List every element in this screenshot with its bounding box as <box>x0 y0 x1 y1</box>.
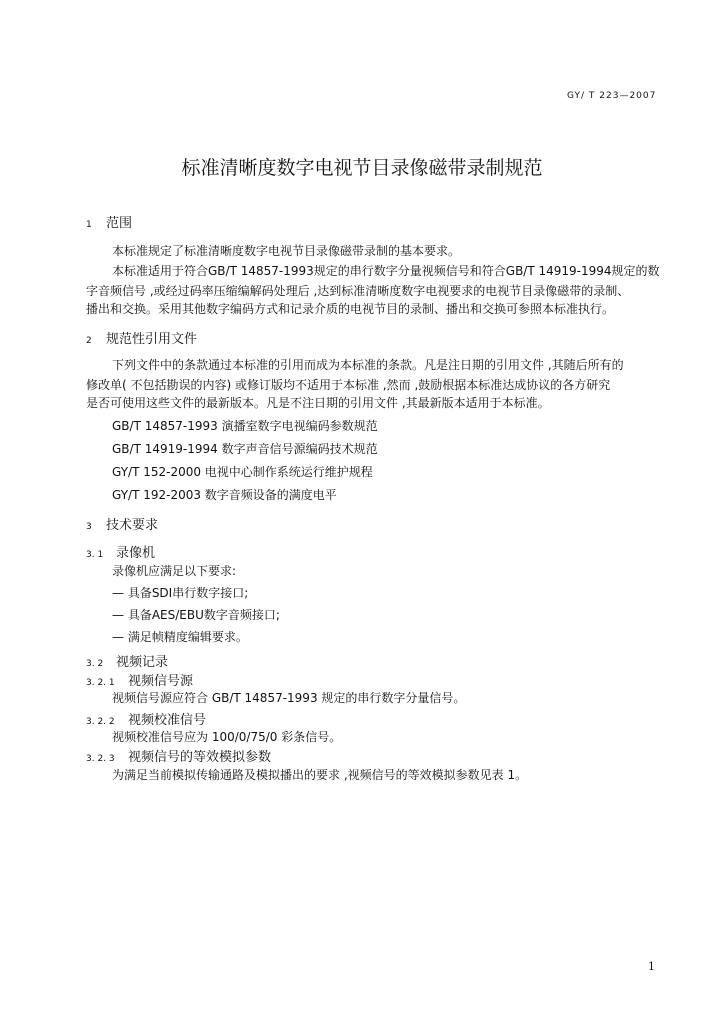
section-number: 2 <box>86 336 92 346</box>
standard-code: GY/ T 223—2007 <box>567 91 657 101</box>
section-3-2-2-heading <box>86 709 206 728</box>
section-2-heading <box>86 328 197 347</box>
section-title: 规范性引用文件 <box>106 332 198 347</box>
section-title: 视频校准信号 <box>128 713 207 728</box>
section-3-1-heading <box>86 542 155 561</box>
paragraph-line: 本标准规定了标准清晰度数字电视节目录像磁带录制的基本要求。 <box>112 244 461 258</box>
reference-item: GY/T 192-2003 数字音频设备的满度电平 <box>112 488 337 502</box>
section-title: 技术要求 <box>106 518 159 533</box>
reference-item: GB/T 14857-1993 演播室数字电视编码参数规范 <box>112 419 378 433</box>
list-item: — 具备SDI串行数字接口; <box>112 586 249 600</box>
section-number: 3. 2. 3 <box>86 754 115 764</box>
paragraph-line: 字音频信号 ,或经过码率压缩编解码处理后 ,达到标准清晰度数字电视要求的电视节目录像磁带的录制、 <box>86 284 630 298</box>
page-number: 1 <box>648 960 655 973</box>
section-3-2-heading <box>86 651 168 670</box>
section-title: 视频记录 <box>116 655 169 670</box>
section-3-2-3-heading <box>86 746 271 765</box>
document-title: 标准清晰度数字电视节目录像磁带录制规范 <box>181 157 543 179</box>
paragraph-line: 是否可使用这些文件的最新版本。凡是不注日期的引用文件 ,其最新版本适用于本标准。 <box>86 396 550 410</box>
section-title: 视频信号源 <box>128 674 194 689</box>
paragraph-line: 录像机应满足以下要求: <box>112 564 237 578</box>
section-3-heading <box>86 514 158 533</box>
paragraph-line: 视频校准信号应为 100/0/75/0 彩条信号。 <box>112 730 342 744</box>
reference-item: GY/T 152-2000 电视中心制作系统运行维护规程 <box>112 465 373 479</box>
reference-item: GB/T 14919-1994 数字声音信号源编码技术规范 <box>112 442 378 456</box>
paragraph-line: 为满足当前模拟传输通路及模拟播出的要求 ,视频信号的等效模拟参数见表 1。 <box>112 768 528 782</box>
list-item: — 具备AES/EBU数字音频接口; <box>112 608 280 622</box>
section-title: 视频信号的等效模拟参数 <box>128 750 272 765</box>
section-number: 3. 1 <box>86 550 104 560</box>
paragraph-line: 下列文件中的条款通过本标准的引用而成为本标准的条款。凡是注日期的引用文件 ,其随后所有的 <box>112 358 624 372</box>
section-1-heading <box>86 212 132 231</box>
section-3-2-1-heading <box>86 670 193 689</box>
section-number: 3 <box>86 522 92 532</box>
paragraph-line: 本标准适用于符合GB/T 14857-1993规定的串行数字分量视频信号和符合GB/T 14919-1994规定的数 <box>112 264 660 278</box>
list-item: — 满足帧精度编辑要求。 <box>112 630 248 644</box>
section-title: 录像机 <box>116 546 156 561</box>
paragraph-line: 修改单( 不包括勘误的内容) 或修订版均不适用于本标准 ,然而 ,鼓励根据本标准达成协议的各方研究 <box>86 378 611 392</box>
section-title: 范围 <box>106 216 133 231</box>
section-number: 1 <box>86 220 92 230</box>
section-number: 3. 2. 2 <box>86 717 115 727</box>
section-number: 3. 2 <box>86 659 104 669</box>
paragraph-line: 播出和交换。采用其他数字编码方式和记录介质的电视节目的录制、播出和交换可参照本标准执行。 <box>86 302 615 316</box>
section-number: 3. 2. 1 <box>86 678 115 688</box>
paragraph-line: 视频信号源应符合 GB/T 14857-1993 规定的串行数字分量信号。 <box>112 691 466 705</box>
